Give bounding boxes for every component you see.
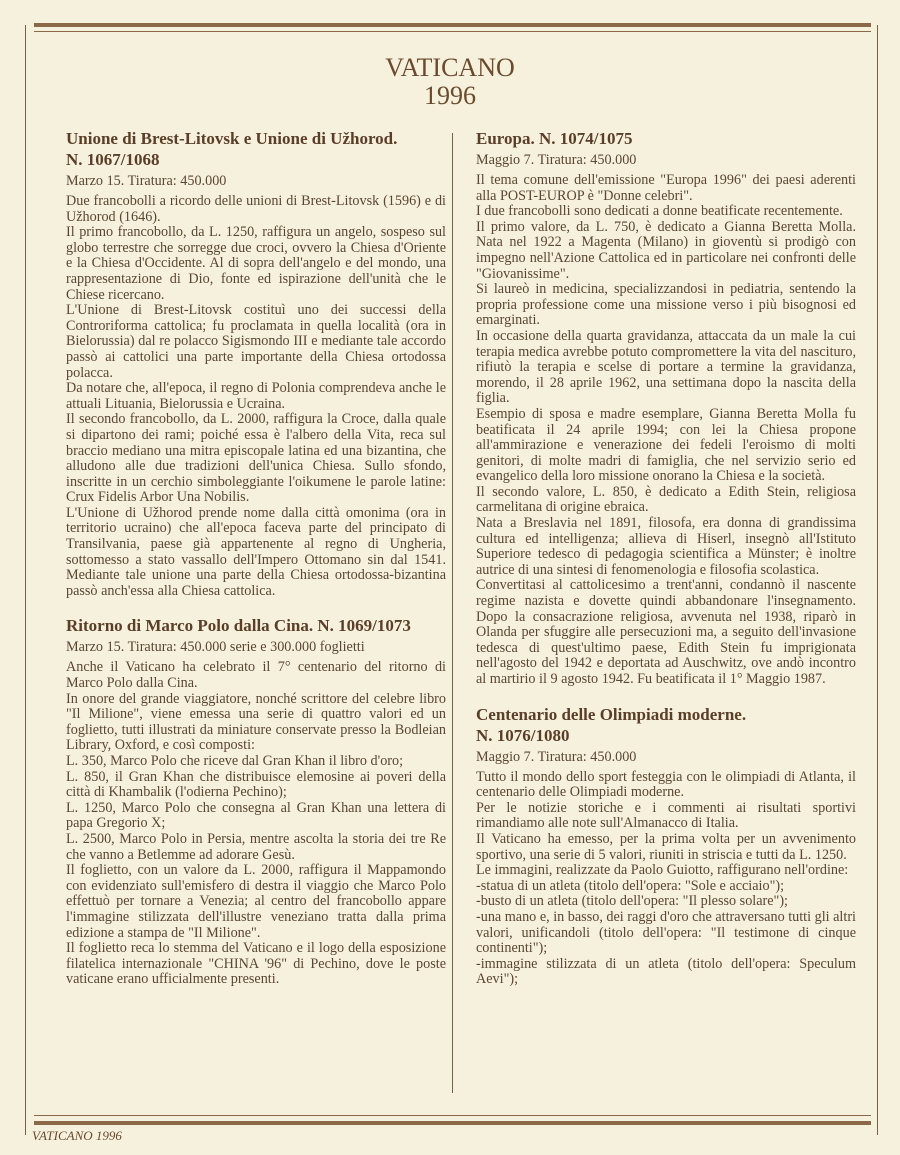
paragraph: L. 350, Marco Polo che riceve dal Gran Khan il libro d'oro; [66,753,404,769]
left-column [66,128,446,988]
section-meta: Marzo 15. Tiratura: 450.000 [66,173,227,189]
section-meta: Marzo 15. Tiratura: 450.000 serie e 300.000 foglietti [66,639,365,656]
paragraph: Il secondo francobollo, da L. 2000, raffigura la Croce, dalla quale si dipartono dei rami; poiché essa è l'albero della Vita, reca sul braccio mediano una mitra episcopale latina ed una bizantina, che alludono alle due tradizioni dell'unica Chiesa. Sullo sfondo, inscritte in un cerchio simboleggiante l'oikumene le parole latine: Crux Fidelis Arbor Una Nobilis. [66,411,446,506]
paragraph: L. 2500, Marco Polo in Persia, mentre ascolta la storia dei tre Re che vanno a Betlemme ad adorare Gesù. [66,830,446,863]
paragraph: I due francobolli sono dedicati a donne beatificate recentemente. [476,203,843,220]
frame-right-border [877,25,878,1135]
paragraph: Si laureò in medicina, specializzandosi in pediatria, sentendo la propria professione come una missione verso i più bisognosi ed emarginati. [476,281,856,329]
section-title: Centenario delle Olimpiadi moderne. N. 1076/1080 [476,704,747,745]
right-column [476,128,856,988]
page-title-country: VATICANO [385,53,515,82]
paragraph: -immagine stilizzata di un atleta (titolo dell'opera: Speculum Aevi"); [476,955,856,988]
section-title: Unione di Brest-Litovsk e Unione di Užhorod. N. 1067/1068 [66,129,398,169]
paragraph: Convertitasi al cattolicesimo a trent'anni, condannò il nascente regime nazista e dovette quindi abbandonare l'insegnamento. Dopo la consacrazione religiosa, avvenuta nel 1938, riparò in Olanda per sfuggire alle persecuzioni ma, a seguito dell'invasione tedesca di quest'ultimo paese, Edith Stein fu imprigionata nell'agosto del 1942 e deportata ad Auschwitz, ove andò incontro al martirio il 9 agosto 1942. Fu beatificata il 1° Maggio 1987. [476,577,856,687]
paragraph: L'Unione di Brest-Litovsk costituì uno dei successi della Controriforma cattolica; fu proclamata in quella località (ora in Bielorussia) dal re polacco Sigismondo III e mediante tale accordo passò ai cattolici una parte importante della Chiesa ortodossa polacca. [66,302,446,381]
paragraph: Anche il Vaticano ha celebrato il 7° centenario del ritorno di Marco Polo dalla Cina. [66,659,446,692]
paragraph: Esempio di sposa e madre esemplare, Gianna Beretta Molla fu beatificata il 24 aprile 1994; con lei la Chiesa propone all'ammirazione e venerazione dei fedeli l'eroismo di molti genitori, di molte madri di famiglia, che nel servizio serio ed evangelico della loro missione onorano la Chiesa e la società. [476,405,856,485]
paragraph: Le immagini, realizzate da Paolo Guiotto, raffigurano nell'ordine: [476,862,849,879]
paragraph: L. 1250, Marco Polo che consegna al Gran Khan una lettera di papa Gregorio X; [66,799,446,832]
paragraph: Per le notizie storiche e i commenti ai risultati sportivi rimandiamo alle note sull'Almanacco di Italia. [476,799,856,832]
section-brest-litovsk [66,128,446,599]
top-rule-thin [34,31,871,32]
paragraph: Il primo francobollo, da L. 1250, raffigura un angelo, sospeso sul globo terrestre che sorregge due croci, ovvero la Chiesa d'Oriente e la Chiesa d'Occidente. Al di sopra dell'angelo e del mondo, una rappresentazione di Dio, fonte ed ispirazione dell'unità che le Chiese ricercano. [66,224,446,303]
paragraph: Il tema comune dell'emissione "Europa 1996" dei paesi aderenti alla POST-EUROP è "Donne celebri". [476,172,856,204]
paragraph: Il foglietto reca lo stemma del Vaticano e il logo della esposizione filatelica internazionale "CHINA '96" di Pechino, dove le poste vaticane erano ufficialmente presenti. [66,940,446,988]
paragraph: Tutto il mondo dello sport festeggia con le olimpiadi di Atlanta, il centenario delle Olimpiadi moderne. [476,768,856,801]
section-title: Europa. N. 1074/1075 [476,129,633,148]
paragraph: Il foglietto, con un valore da L. 2000, raffigura il Mappamondo con evidenziato sull'emisfero di destra il viaggio che Marco Polo effettuò per tornare a Venezia; al centro del francobollo appare l'immagine stilizzata dell'illustre veneziano tratta dalla prima edizione a stampa de "Il Milione". [66,862,446,941]
bottom-rule-thin [34,1115,871,1116]
paragraph: Il secondo valore, L. 850, è dedicato a Edith Stein, religiosa carmelitana di origine ebraica. [476,483,856,516]
section-meta: Maggio 7. Tiratura: 450.000 [476,748,637,765]
paragraph: Il Vaticano ha emesso, per la prima volta per un avvenimento sportivo, una serie di 5 valori, riuniti in striscia e tutti da L. 1250. [476,830,856,863]
section-europa [476,128,856,688]
paragraph: -statua di un atleta (titolo dell'opera: "Sole e acciaio"); [476,877,785,894]
page-title-year: 1996 [424,81,476,110]
section-marco-polo [66,615,446,987]
paragraph: -una mano e, in basso, dei raggi d'oro che attraversano tutti gli altri valori, unificandoli (titolo dell'opera: "Il testimone di cinque continenti"); [476,908,856,957]
paragraph: L'Unione di Užhorod prende nome dalla città omonima (ora in territorio ucraino) che all'epoca faceva parte del principato di Transilvania, paese già appartenente al regno di Ungheria, sottomesso a stato vassallo dell'Impero Ottomano sin dal 1541. Mediante tale unione una parte della Chiesa ortodossa-bizantina passò anch'essa alla Chiesa cattolica. [66,504,446,599]
column-divider [452,133,453,1093]
paragraph: Due francobolli a ricordo delle unioni di Brest-Litovsk (1596) e di Užhorod (1646). [66,193,446,225]
frame-left-border [25,25,26,1135]
bottom-rule-thick [34,1121,871,1125]
paragraph: In occasione della quarta gravidanza, attaccata da un male la cui terapia medica avrebbe potuto compromettere la vita del nascituro, rifiutò la terapia e scelse di portare a termine la gravidanza, morendo, il 28 aprile 1962, una settimana dopo la nascita della figlia. [476,327,856,407]
section-olimpiadi [476,704,856,988]
paragraph: Il primo valore, da L. 750, è dedicato a Gianna Beretta Molla. Nata nel 1922 a Magenta (Milano) in gioventù si prodigò con impegno nell'Azione Cattolica ed in particolare nei confronti delle "Giovanissime". [476,218,856,282]
top-rule-thick [34,23,871,27]
paragraph: In onore del grande viaggiatore, nonché scrittore del celebre libro "Il Milione", viene emessa una serie di quattro valori ed un foglietto, tutti illustrati da miniature conservate presso la Bodleian Library, Oxford, e così composti: [66,690,446,754]
section-meta: Maggio 7. Tiratura: 450.000 [476,152,637,168]
page-title [0,54,900,110]
paragraph: L. 850, il Gran Khan che distribuisce elemosine ai poveri della città di Khambalik (l'odierna Pechino); [66,768,446,801]
paragraph: Nata a Breslavia nel 1891, filosofa, era donna di grandissima cultura ed intelligenza; allieva di Hiserl, insegnò all'Istituto Superiore tedesco di pedagogia scientifica a Münster; è inoltre autrice di una sintesi di fenomenologia e filosofia scolastica. [476,515,856,578]
paragraph: Da notare che, all'epoca, il regno di Polonia comprendeva anche le attuali Lituania, Bielorussia e Ucraina. [66,380,446,412]
paragraph: -busto di un atleta (titolo dell'opera: "Il plesso solare"); [476,893,789,910]
section-title: Ritorno di Marco Polo dalla Cina. N. 1069/1073 [66,616,411,636]
footer-label: VATICANO 1996 [32,1128,122,1143]
